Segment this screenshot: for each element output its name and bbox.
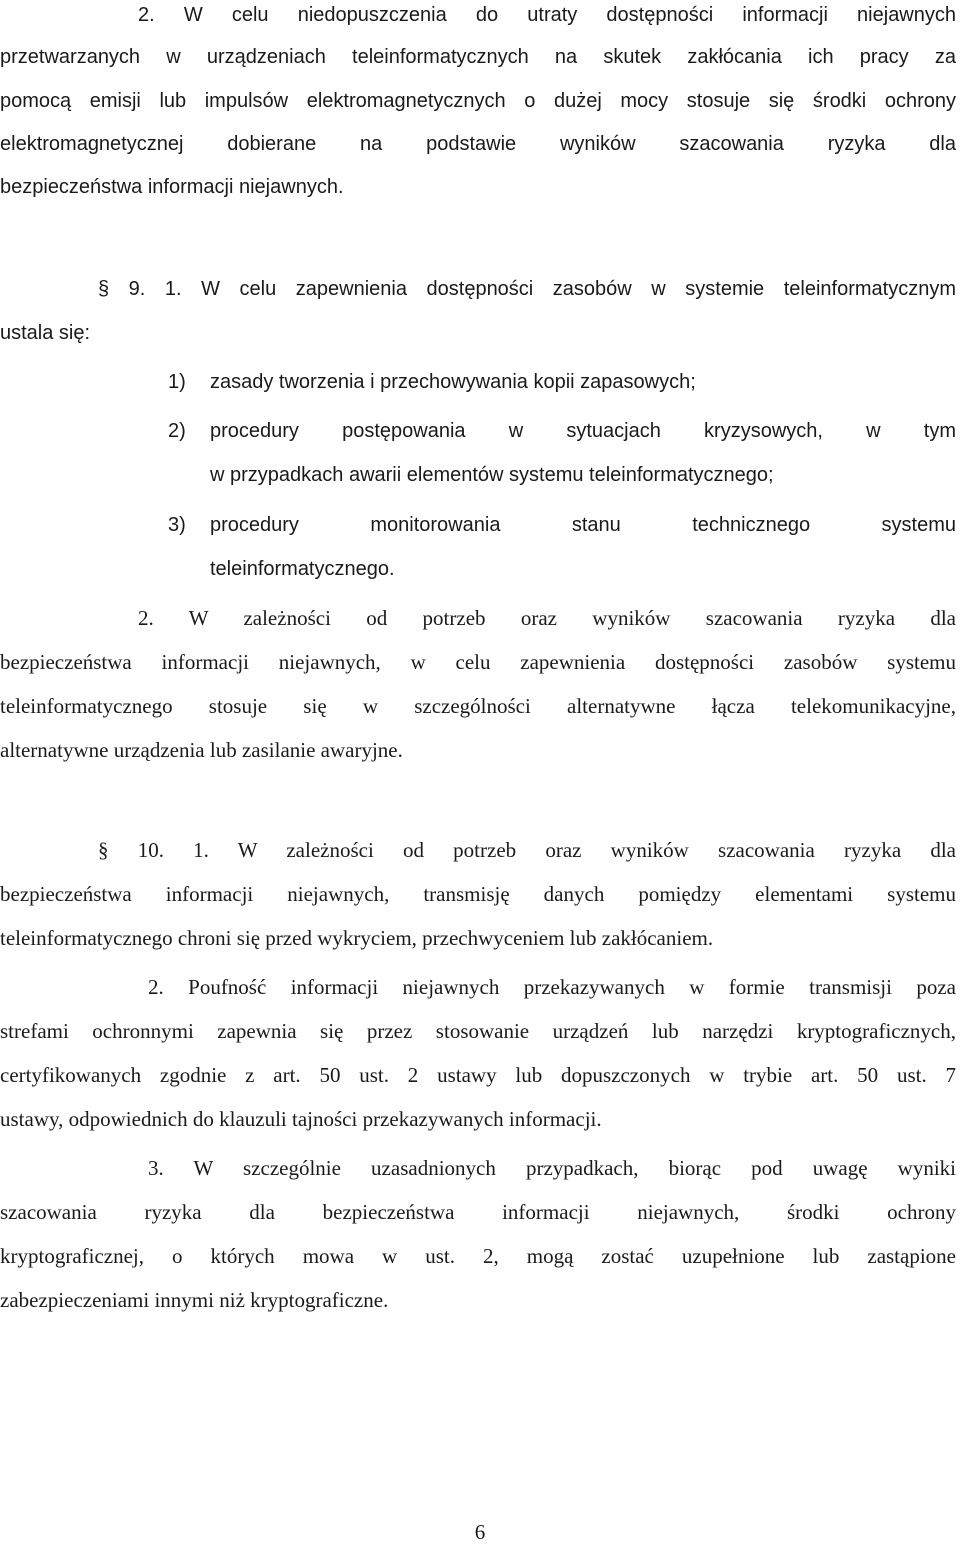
list-item-text: teleinformatycznego. — [210, 558, 395, 580]
section-heading-line: § 10. 1. W zależności od potrzeb oraz wyników szacowania ryzyka dla — [98, 838, 956, 862]
text-line: teleinformatycznego stosuje się w szczególności alternatywne łącza telekomunikacyjne, — [0, 694, 956, 718]
text-line: 3. W szczególnie uzasadnionych przypadkach, biorąc pod uwagę wyniki — [148, 1156, 956, 1180]
text-line: teleinformatycznego chroni się przed wykryciem, przechwyceniem lub zakłócaniem. — [0, 926, 714, 950]
text-line: elektromagnetycznej dobierane na podstawie wyników szacowania ryzyka dla — [0, 133, 956, 155]
text-line: zabezpieczeniami innymi niż kryptograficzne. — [0, 1288, 389, 1312]
text-line: 2. W celu niedopuszczenia do utraty dostępności informacji niejawnych — [138, 4, 956, 26]
list-item-text: procedury monitorowania stanu technicznego systemu — [210, 514, 956, 536]
text-line: ustala się: — [0, 322, 91, 344]
list-item-text: zasady tworzenia i przechowywania kopii zapasowych; — [210, 371, 696, 393]
text-line: 2. Poufność informacji niejawnych przekazywanych w formie transmisji poza — [148, 975, 956, 999]
text-line: ustawy, odpowiednich do klauzuli tajności przekazywanych informacji. — [0, 1107, 602, 1131]
list-item-number: 3) — [168, 514, 186, 536]
text-line: szacowania ryzyka dla bezpieczeństwa informacji niejawnych, środki ochrony — [0, 1200, 956, 1224]
text-line: 2. W zależności od potrzeb oraz wyników szacowania ryzyka dla — [138, 606, 956, 630]
text-line: alternatywne urządzenia lub zasilanie awaryjne. — [0, 738, 403, 762]
list-item-number: 2) — [168, 420, 186, 442]
list-item-text: w przypadkach awarii elementów systemu teleinformatycznego; — [210, 464, 774, 486]
text-line: strefami ochronnymi zapewnia się przez stosowanie urządzeń lub narzędzi kryptograficznych, — [0, 1019, 956, 1043]
list-item-text: procedury postępowania w sytuacjach kryzysowych, w tym — [210, 420, 956, 442]
text-line: bezpieczeństwa informacji niejawnych. — [0, 176, 344, 198]
text-line: przetwarzanych w urządzeniach teleinformatycznych na skutek zakłócania ich pracy za — [0, 46, 956, 68]
text-line: kryptograficznej, o których mowa w ust. 2, mogą zostać uzupełnione lub zastąpione — [0, 1244, 956, 1268]
text-line: bezpieczeństwa informacji niejawnych, w celu zapewnienia dostępności zasobów systemu — [0, 650, 956, 674]
page-number: 6 — [474, 1520, 486, 1544]
text-line: pomocą emisji lub impulsów elektromagnetycznych o dużej mocy stosuje się środki ochrony — [0, 90, 956, 112]
list-item-number: 1) — [168, 371, 186, 393]
text-line: certyfikowanych zgodnie z art. 50 ust. 2 ustawy lub dopuszczonych w trybie art. 50 ust. 7 — [0, 1063, 956, 1087]
section-heading-line: § 9. 1. W celu zapewnienia dostępności zasobów w systemie teleinformatycznym — [98, 278, 956, 300]
text-line: bezpieczeństwa informacji niejawnych, transmisję danych pomiędzy elementami systemu — [0, 882, 956, 906]
